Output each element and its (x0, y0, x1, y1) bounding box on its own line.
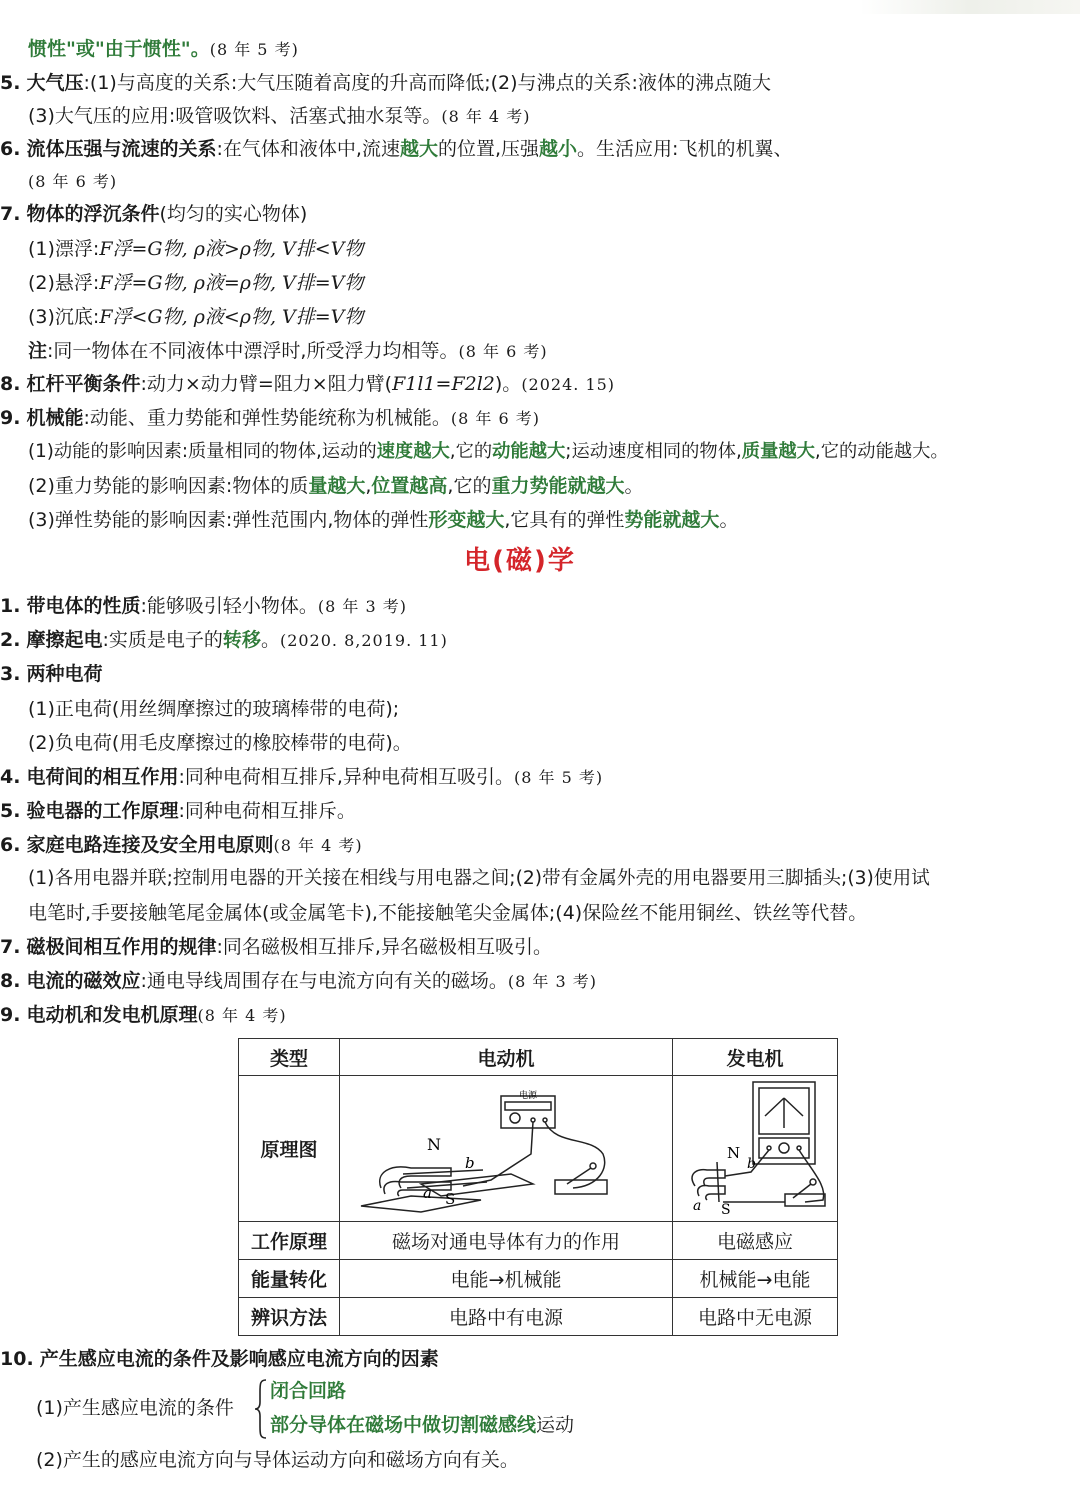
item-friction-charge: 2. 摩擦起电:实质是电子的转移。(2020. 8,2019. 11) (0, 629, 448, 651)
item-charge-interaction: 4. 电荷间的相互作用:同种电荷相互排斥,异种电荷相互吸引。(8 年 5 考) (0, 766, 604, 788)
north-pole-label: N (427, 1135, 441, 1154)
motor-diagram-svg (341, 1076, 671, 1216)
gen-point-a-label: a (693, 1198, 702, 1214)
item-two-charges: 3. 两种电荷 (0, 663, 103, 685)
gen-north-label: N (727, 1144, 741, 1162)
table-cell: 电路中无电源 (673, 1298, 838, 1336)
item-motor-generator: 9. 电动机和发电机原理(8 年 4 考) (0, 1004, 287, 1026)
kinetic-energy-factors: (1)动能的影响因素:质量相同的物体,运动的速度越大,它的动能越大;运动速度相同的物体,质量越大,它的动能越大。 (28, 441, 949, 462)
table-cell: 电路中有电源 (340, 1298, 673, 1336)
item-lever-balance: 8. 杠杆平衡条件:动力×动力臂=阻力×阻力臂(F1l1=F2l2)。(2024. 15) (0, 373, 616, 395)
scan-glare (860, 0, 1080, 14)
item-induced-current: 10. 产生感应电流的条件及影响感应电流方向的因素 (0, 1348, 439, 1370)
negative-charge: (2)负电荷(用毛皮摩擦过的橡胶棒带的电荷)。 (28, 732, 412, 754)
positive-charge: (1)正电荷(用丝绸摩擦过的玻璃棒带的电荷); (28, 698, 400, 720)
motor-diagram (340, 1076, 673, 1222)
section-title: 电(磁)学 (464, 546, 576, 576)
floating-condition-3: (3)沉底:F浮<G物, ρ液<ρ物, V排=V物 (28, 306, 364, 328)
condition-cutting: 部分导体在磁场中做切割磁感线运动 (270, 1414, 575, 1436)
condition-closed-loop: 闭合回路 (270, 1380, 347, 1402)
item-atmospheric-pressure-3: (3)大气压的应用:吸管吸饮料、活塞式抽水泵等。(8 年 4 考) (28, 105, 531, 127)
item-electroscope: 5. 验电器的工作原理:同种电荷相互排斥。 (0, 800, 356, 822)
item-fluid-pressure: 6. 流体压强与流速的关系:在气体和液体中,流速越大的位置,压强越小。生活应用:飞机的机翼、 (0, 138, 793, 160)
row-label: 原理图 (239, 1076, 340, 1222)
point-a-label: a (423, 1184, 432, 1202)
gen-point-b-label: b (747, 1156, 756, 1172)
home-circuit-rules-2: 电笔时,手要接触笔尾金属体(或金属笔卡),不能接触笔尖金属体;(4)保险丝不能用铜丝、铁丝等代替。 (28, 902, 868, 924)
floating-condition-1: (1)漂浮:F浮=G物, ρ液>ρ物, V排<V物 (28, 238, 364, 260)
item-home-circuit: 6. 家庭电路连接及安全用电原则(8 年 4 考) (0, 834, 363, 856)
power-label: 电源 (519, 1091, 538, 1101)
row-label: 辨识方法 (239, 1298, 340, 1336)
table-cell: 磁场对通电导体有力的作用 (340, 1222, 673, 1260)
item-mechanical-energy: 9. 机械能:动能、重力势能和弹性势能统称为机械能。(8 年 6 考) (0, 407, 541, 429)
induced-current-direction: (2)产生的感应电流方向与导体运动方向和磁场方向有关。 (36, 1449, 519, 1471)
row-label: 工作原理 (239, 1222, 340, 1260)
table-cell: 电能→机械能 (340, 1260, 673, 1298)
home-circuit-rules-1: (1)各用电器并联;控制用电器的开关接在相线与用电器之间;(2)带有金属外壳的用电器要用三脚插头;(3)使用试 (28, 868, 930, 889)
item-charged-body: 1. 带电体的性质:能够吸引轻小物体。(8 年 3 考) (0, 595, 408, 617)
generator-diagram-svg (673, 1076, 837, 1216)
generator-diagram (673, 1076, 838, 1222)
south-pole-label: S (445, 1190, 456, 1208)
brace-icon (254, 1378, 268, 1440)
motor-generator-table (238, 1038, 838, 1336)
table-header: 发电机 (673, 1039, 838, 1076)
table-header: 电动机 (340, 1039, 673, 1076)
item-floating-conditions: 7. 物体的浮沉条件(均匀的实心物体) (0, 203, 308, 225)
floating-condition-2: (2)悬浮:F浮=G物, ρ液=ρ物, V排=V物 (28, 272, 364, 294)
induced-current-conditions: (1)产生感应电流的条件 (36, 1397, 234, 1419)
item-magnetic-effect: 8. 电流的磁效应:通电导线周围存在与电流方向有关的磁场。(8 年 3 考) (0, 970, 598, 992)
line-inertia-end: 惯性"或"由于惯性"。(8 年 5 考) (28, 38, 299, 60)
item-fluid-pressure-count: (8 年 6 考) (28, 172, 118, 191)
table-cell: 机械能→电能 (673, 1260, 838, 1298)
elastic-energy-factors: (3)弹性势能的影响因素:弹性范围内,物体的弹性形变越大,它具有的弹性势能就越大。 (28, 509, 739, 531)
row-label: 能量转化 (239, 1260, 340, 1298)
gravity-energy-factors: (2)重力势能的影响因素:物体的质量越大,位置越高,它的重力势能就越大。 (28, 475, 644, 497)
table-cell: 电磁感应 (673, 1222, 838, 1260)
item-magnetic-poles: 7. 磁极间相互作用的规律:同名磁极相互排斥,异名磁极相互吸引。 (0, 936, 552, 958)
floating-note: 注:同一物体在不同液体中漂浮时,所受浮力均相等。(8 年 6 考) (28, 340, 548, 362)
table-header: 类型 (239, 1039, 340, 1076)
item-atmospheric-pressure: 5. 大气压:(1)与高度的关系:大气压随着高度的升高而降低;(2)与沸点的关系:液体的沸点随大 (0, 72, 771, 94)
point-b-label: b (465, 1154, 475, 1172)
gen-south-label: S (721, 1202, 731, 1216)
